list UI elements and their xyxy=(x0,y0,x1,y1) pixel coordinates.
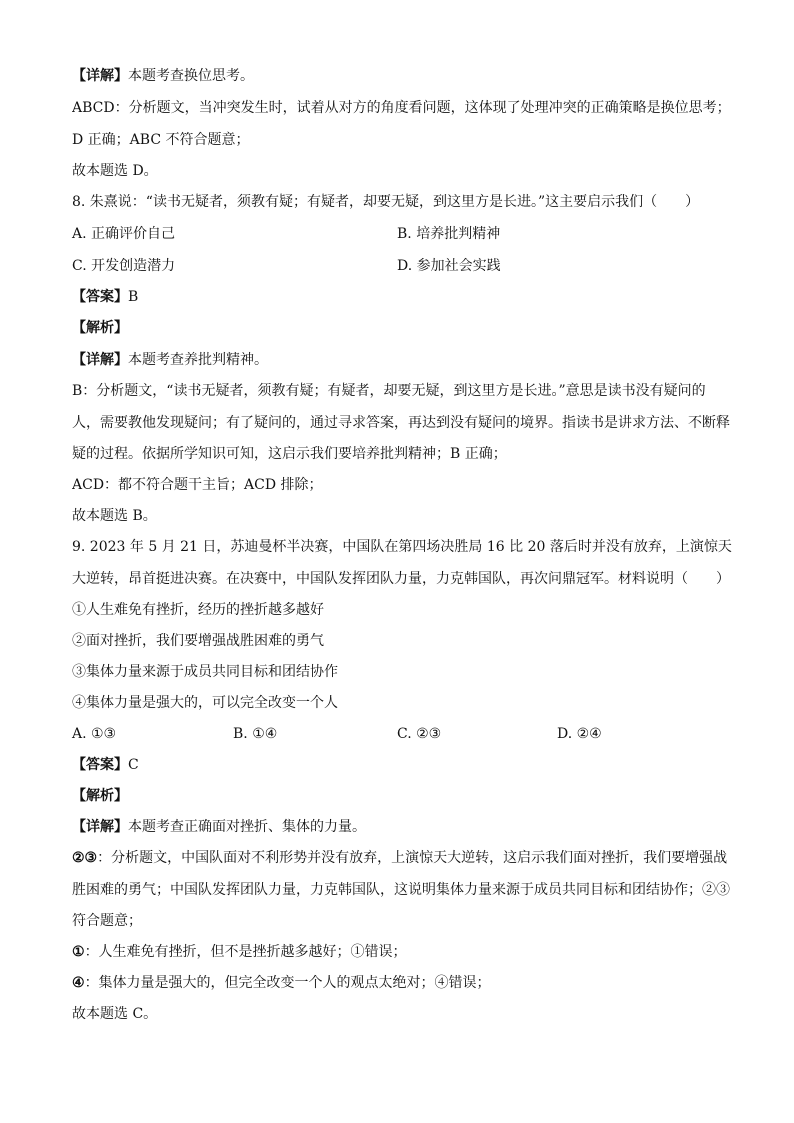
analysis-text: ABCD：分析题文，当冲突发生时，试着从对方的角度看问题，这体现了处理冲突的正确策略是换位思考； xyxy=(72,100,731,116)
answer-value: C xyxy=(128,757,139,773)
q8-option-d: D. 参加社会实践 xyxy=(397,258,501,274)
q8-explanation: B：分析题文，“读书无疑者，须教有疑；有疑者，却要无疑，到这里方是长进。”意思是读书没有疑问的人，需要教他发现疑问；有了疑问的，通过寻求答案，再达到没有疑问的境界。指读书是讲求方法、不断释疑的过程。依据所学知识可知，这启示我们要培养批判精神；B 正确； xyxy=(72,383,730,462)
q9-explanation: ②③：分析题文，中国队面对不利形势并没有放弃，上演惊天大逆转，这启示我们面对挫折，我们要增强战胜困难的勇气；中国队发挥团队力量，力克韩国队，这说明集体力量来源于成员共同目标和团结协作；②③符合题意； xyxy=(72,850,730,929)
q8-exclusion: ACD：都不符合题干主旨；ACD 排除； xyxy=(72,477,323,493)
detail-line xyxy=(72,66,732,86)
question-9-stem: 9. 2023 年 5 月 21 日，苏迪曼杯半决赛，中国队在第四场决胜局 16 比 20 落后时并没有放弃，上演惊天大逆转，昂首挺进决赛。在决赛中，中国队发挥团队力量，力克韩国队，再次问鼎冠军。材料说明（ ） xyxy=(72,539,732,587)
answer-tag: 【答案】 xyxy=(72,289,128,305)
detail-text: 本题考查换位思考。 xyxy=(128,68,254,84)
q8-option-c: C. 开发创造潜力 xyxy=(72,258,176,274)
detail-text: 本题考查养批判精神。 xyxy=(128,352,268,368)
q9-statement-2: ②面对挫折，我们要增强战胜困难的勇气 xyxy=(72,633,324,649)
q9-option-b: B. ①④ xyxy=(233,726,278,742)
answer-tag: 【答案】 xyxy=(72,757,128,773)
detail-text: 本题考查正确面对挫折、集体的力量。 xyxy=(128,819,366,835)
q9-statement-4: ④集体力量是强大的，可以完全改变一个人 xyxy=(72,695,338,711)
q9-wrong-4: ④：集体力量是强大的，但完全改变一个人的观点太绝对；④错误； xyxy=(72,975,491,991)
q9-option-c: C. ②③ xyxy=(397,726,442,742)
q9-option-a: A. ①③ xyxy=(72,726,117,742)
q8-analysis-tag: 【解析】 xyxy=(72,320,128,336)
judgement-text: D 正确；ABC 不符合题意； xyxy=(72,132,250,148)
question-8-stem: 8. 朱熹说：“读书无疑者，须教有疑；有疑者，却要无疑，到这里方是长进。”这主要启示我们（ ） xyxy=(72,194,700,210)
q8-conclusion: 故本题选 B。 xyxy=(72,508,157,524)
q9-option-d: D. ②④ xyxy=(557,726,602,742)
q8-answer-line xyxy=(72,287,732,307)
q9-analysis-tag: 【解析】 xyxy=(72,788,128,804)
q9-statement-3: ③集体力量来源于成员共同目标和团结协作 xyxy=(72,664,338,680)
q9-answer-line xyxy=(72,755,732,775)
wrong-4-mark: ④ xyxy=(72,975,85,991)
q8-detail-line xyxy=(72,350,732,370)
conclusion-text: 故本题选 D。 xyxy=(72,163,158,179)
q9-wrong-1: ①：人生难免有挫折，但不是挫折越多越好；①错误； xyxy=(72,944,407,960)
q9-statement-1: ①人生难免有挫折，经历的挫折越多越好 xyxy=(72,602,324,618)
detail-tag: 【详解】 xyxy=(72,352,128,368)
detail-tag: 【详解】 xyxy=(72,68,128,84)
wrong-1-mark: ① xyxy=(72,944,85,960)
q9-conclusion: 故本题选 C。 xyxy=(72,1006,158,1022)
detail-tag: 【详解】 xyxy=(72,819,128,835)
q9-detail-line xyxy=(72,817,732,837)
explanation-marks: ②③ xyxy=(72,850,98,866)
q8-option-b: B. 培养批判精神 xyxy=(397,226,501,242)
answer-value: B xyxy=(128,289,139,305)
q8-option-a: A. 正确评价自己 xyxy=(72,226,176,242)
